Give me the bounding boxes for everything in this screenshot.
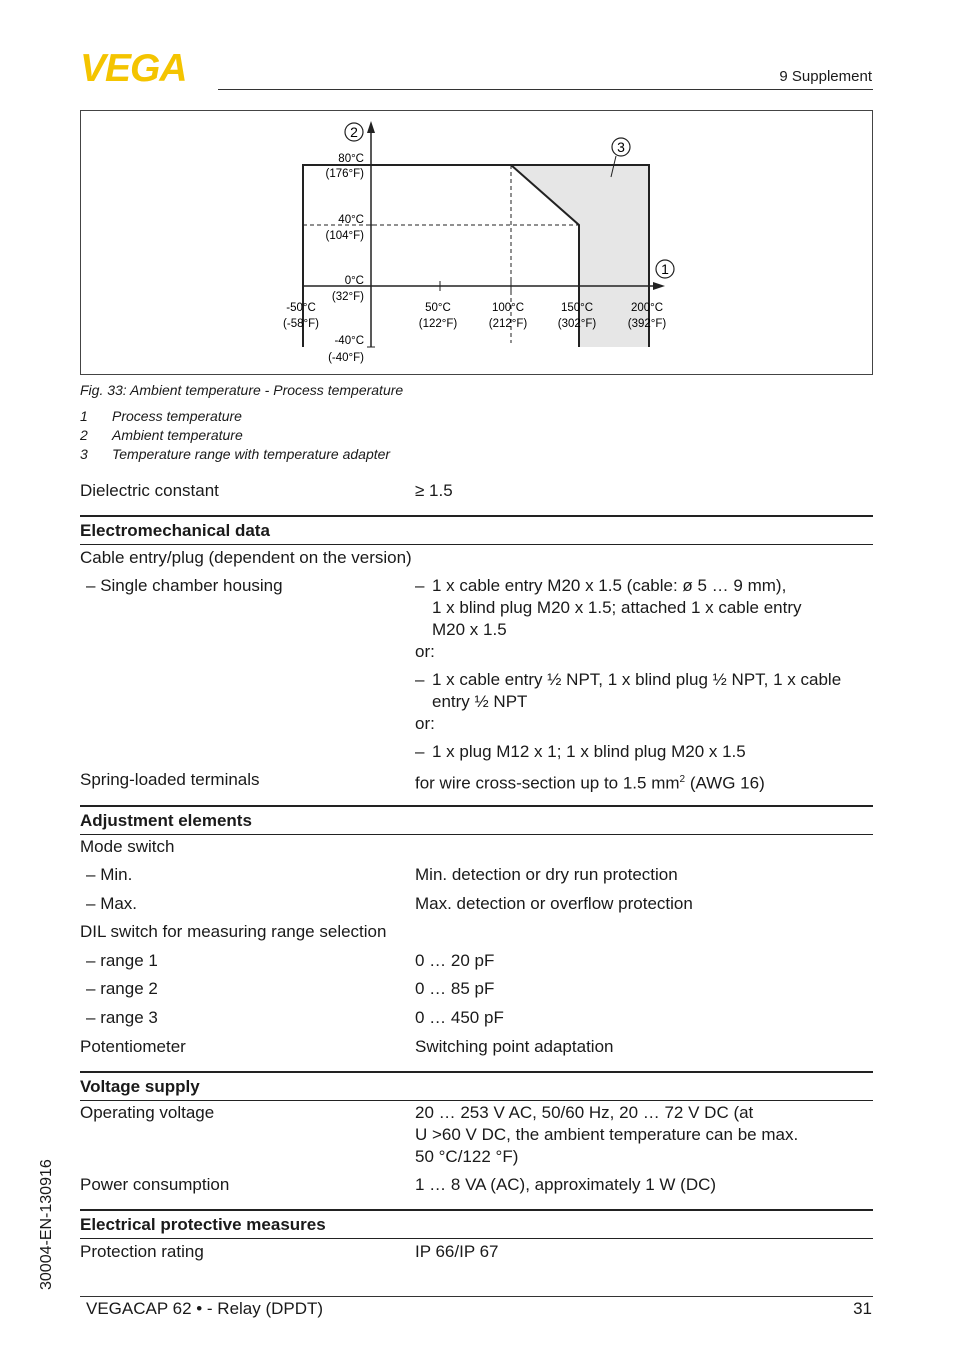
footer-product: VEGACAP 62 • - Relay (DPDT): [86, 1299, 324, 1318]
x-tick-50-f: (122°F): [418, 318, 458, 330]
section-adjustment: Adjustment elements: [80, 805, 873, 835]
marker-2: 2: [350, 124, 358, 140]
figure-caption: Fig. 33: Ambient temperature - Process temperature: [80, 382, 404, 398]
section-electromechanical: Electromechanical data: [80, 515, 873, 545]
x-axis-arrow: [653, 282, 665, 290]
x-tick-200-f: (392°F): [627, 318, 667, 330]
y-tick-40-f: (104°F): [325, 230, 364, 242]
x-tick-m50: -50°C: [286, 302, 316, 314]
y-axis-arrow: [367, 121, 375, 133]
y-tick-0-f: (32°F): [331, 291, 364, 303]
y-tick-80-f: (176°F): [325, 168, 364, 180]
y-tick-0: 0°C: [344, 275, 364, 287]
figure-frame: [80, 110, 873, 375]
header-rule: [218, 89, 873, 90]
x-tick-100-f: (212°F): [488, 318, 528, 330]
legend-item-1: 1 Process temperature: [80, 408, 242, 424]
legend-item-3: 3 Temperature range with temperature adapter: [80, 446, 391, 462]
y-tick-80: 80°C: [338, 153, 364, 165]
footer-rule: [80, 1296, 873, 1297]
x-tick-50: 50°C: [425, 302, 451, 314]
temperature-diagram: [81, 111, 872, 374]
section-voltage: Voltage supply: [80, 1071, 873, 1101]
marker-3: 3: [617, 139, 625, 155]
page-number: 31: [853, 1299, 872, 1318]
vega-logo: [80, 50, 212, 84]
y-tick-m40-f: (-40°F): [328, 352, 364, 364]
legend-item-2: 2 Ambient temperature: [80, 427, 243, 443]
x-tick-150-f: (302°F): [557, 318, 597, 330]
x-tick-200: 200°C: [630, 302, 664, 314]
section-label: 9 Supplement: [779, 68, 872, 85]
x-tick-150: 150°C: [560, 302, 594, 314]
x-tick-100: 100°C: [491, 302, 525, 314]
marker-1: 1: [661, 261, 669, 277]
y-tick-m40: -40°C: [334, 335, 364, 347]
x-tick-m50-f: (-58°F): [283, 318, 319, 330]
doc-code: 30004-EN-130916: [38, 1159, 55, 1290]
y-tick-40: 40°C: [338, 214, 364, 226]
section-protective: Electrical protective measures: [80, 1209, 873, 1239]
vega-logo-text: VEGA: [80, 50, 187, 84]
